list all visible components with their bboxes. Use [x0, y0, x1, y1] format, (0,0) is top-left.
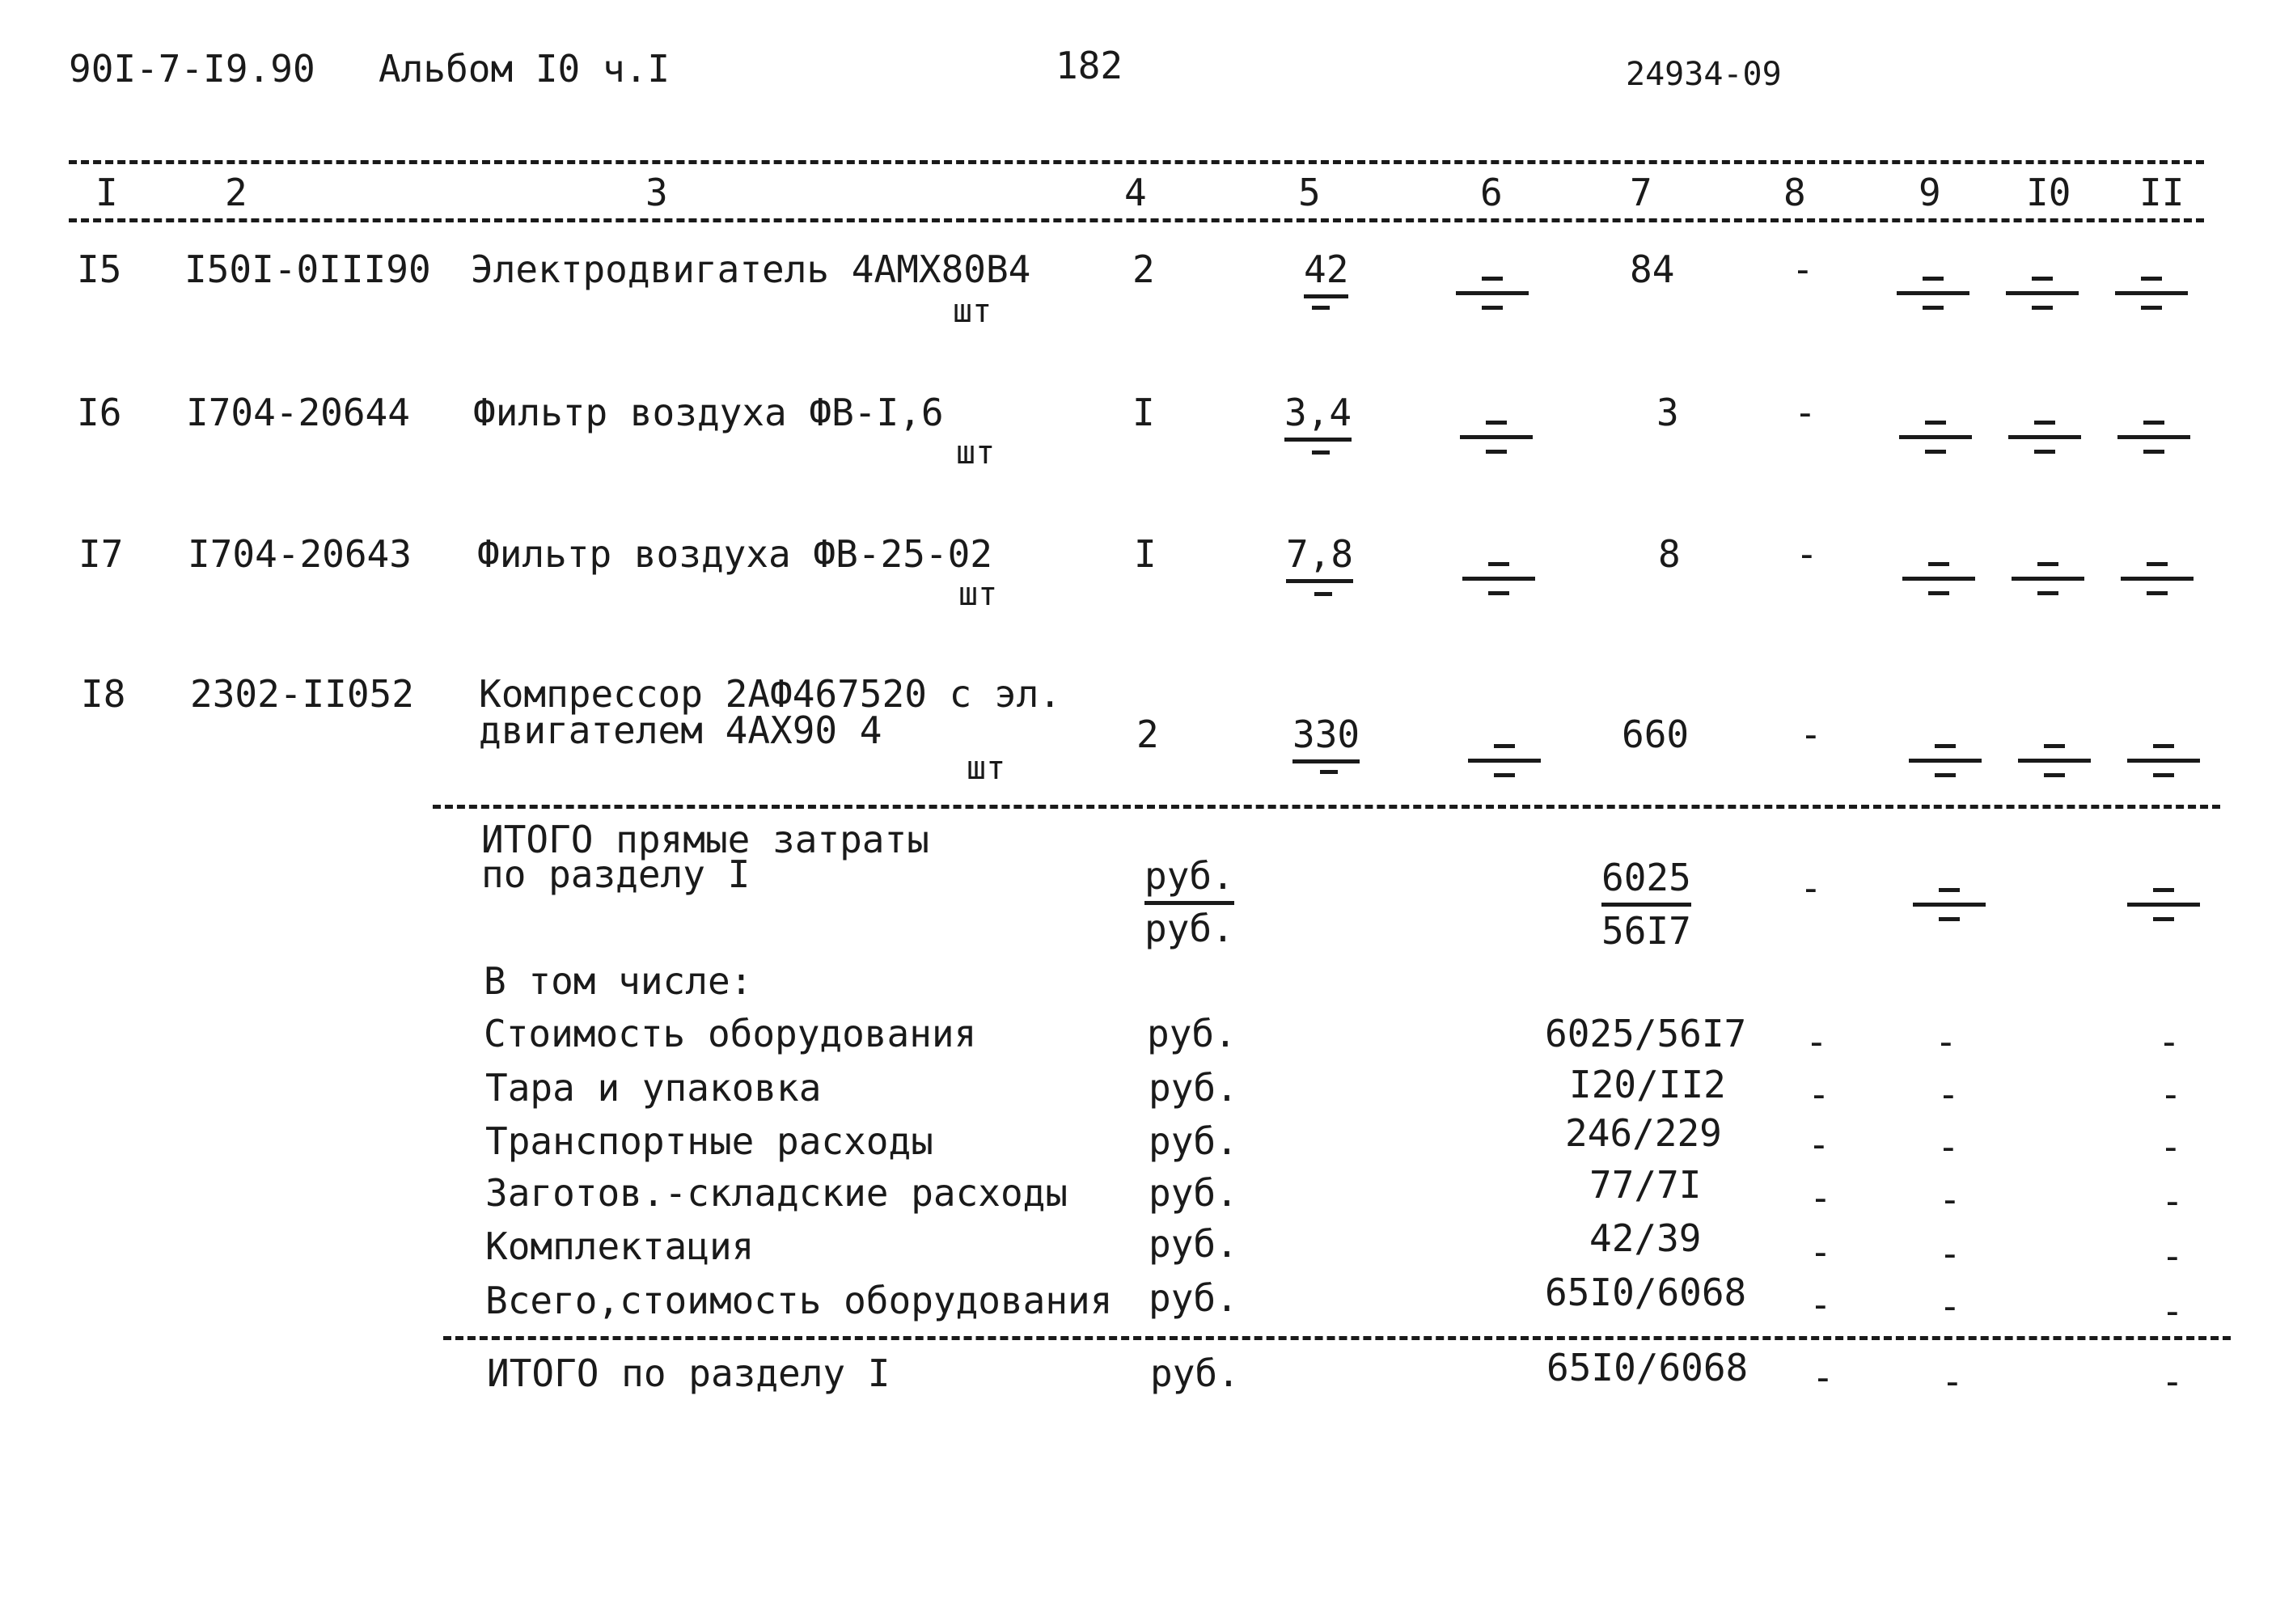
breakdown-col8: -	[1809, 1176, 1832, 1220]
total-top-rule	[443, 1336, 2231, 1340]
col9-mark	[1909, 728, 1982, 793]
col-header-10: I0	[2026, 171, 2071, 214]
breakdown-unit: руб.	[1149, 1222, 1238, 1266]
breakdown-col9: -	[1939, 1284, 1961, 1328]
row-name: Компрессор 2АФ467520 с эл.	[479, 672, 1062, 716]
row-name: Электродвигатель 4АМХ80В4	[471, 247, 1031, 291]
row-code: 2302-II052	[190, 672, 414, 716]
breakdown-label: Транспортные расходы	[485, 1119, 933, 1163]
direct-costs-unit-1-text: руб.	[1144, 854, 1234, 905]
col-header-4: 4	[1124, 171, 1147, 214]
breakdown-col11: -	[2161, 1179, 2184, 1223]
total-col8: -	[1812, 1355, 1834, 1399]
row-price	[1286, 532, 1354, 576]
row-unit: шт	[967, 750, 1006, 787]
breakdown-col8: -	[1808, 1072, 1830, 1116]
col9-mark	[1897, 260, 1969, 325]
price-minus-mark	[1314, 592, 1332, 596]
col11-mark	[2121, 546, 2194, 611]
doc-code: 90I-7-I9.90	[69, 47, 315, 91]
breakdown-value: 246/229	[1565, 1111, 1722, 1155]
row-unit: шт	[956, 434, 996, 472]
col-header-7: 7	[1630, 171, 1652, 214]
breakdown-col8: -	[1805, 1020, 1828, 1064]
row-total: 8	[1658, 532, 1681, 576]
total-col11: -	[2161, 1360, 2184, 1403]
rows-end-rule	[433, 805, 2220, 809]
row-number: I6	[77, 391, 122, 434]
col10-mark	[2018, 728, 2091, 793]
page-number: 182	[1056, 44, 1123, 87]
breakdown-label: Стоимость оборудования	[484, 1012, 977, 1055]
row-col8: -	[1792, 247, 1814, 291]
header-top-rule	[69, 160, 2204, 164]
row-price-value: 7,8	[1286, 532, 1353, 583]
price-minus-mark	[1312, 306, 1330, 310]
row-qty: 2	[1136, 713, 1159, 756]
row-name: Фильтр воздуха ФВ-I,6	[473, 391, 944, 434]
col-header-5: 5	[1298, 171, 1321, 214]
row-qty: 2	[1132, 247, 1155, 291]
row-price	[1304, 247, 1349, 291]
breakdown-col11: -	[2160, 1072, 2182, 1116]
breakdown-label: Всего,стоимость оборудования	[485, 1279, 1113, 1322]
breakdown-title: В том числе:	[484, 959, 753, 1003]
breakdown-unit: руб.	[1149, 1276, 1238, 1320]
album-label: Альбом I0 ч.I	[379, 47, 671, 91]
direct-costs-col9-mark	[1913, 872, 1986, 937]
row-price-value: 3,4	[1284, 391, 1352, 442]
row-price	[1284, 391, 1352, 434]
row-unit: шт	[958, 576, 998, 613]
breakdown-unit: руб.	[1149, 1066, 1238, 1110]
direct-costs-unit-2: руб.	[1144, 907, 1234, 950]
row-code: I704-20644	[186, 391, 410, 434]
col11-mark	[2117, 404, 2190, 469]
breakdown-col9: -	[1935, 1020, 1957, 1064]
row-total: 84	[1630, 247, 1675, 291]
row-price	[1292, 713, 1360, 756]
row-qty: I	[1134, 532, 1157, 576]
breakdown-value: 65I0/6068	[1545, 1271, 1747, 1314]
breakdown-col11: -	[2161, 1234, 2184, 1278]
col10-mark	[2012, 546, 2084, 611]
row-code: I704-20643	[188, 532, 412, 576]
breakdown-value: 42/39	[1589, 1216, 1702, 1260]
col-header-3: 3	[645, 171, 668, 214]
col9-mark	[1899, 404, 1972, 469]
breakdown-unit: руб.	[1149, 1171, 1238, 1215]
breakdown-col9: -	[1937, 1072, 1960, 1116]
row-price-value: 42	[1304, 247, 1348, 298]
col-header-8: 8	[1783, 171, 1806, 214]
total-col9: -	[1941, 1360, 1964, 1403]
breakdown-col8: -	[1809, 1230, 1832, 1274]
col10-mark	[2006, 260, 2079, 325]
breakdown-col9: -	[1939, 1178, 1961, 1221]
col6-mark	[1456, 260, 1529, 325]
row-code: I50I-0III90	[184, 247, 431, 291]
breakdown-col8: -	[1809, 1283, 1832, 1326]
col-header-6: 6	[1480, 171, 1503, 214]
direct-costs-col8: -	[1800, 866, 1822, 910]
row-total: 3	[1656, 391, 1679, 434]
row-name-line2: двигателем 4АХ90 4	[479, 708, 882, 752]
header-bottom-rule	[69, 218, 2204, 222]
col6-mark	[1460, 404, 1533, 469]
breakdown-col11: -	[2160, 1125, 2182, 1169]
row-name: Фильтр воздуха ФВ-25-02	[477, 532, 992, 576]
breakdown-value: 77/7I	[1589, 1163, 1702, 1207]
breakdown-label: Заготов.-складские расходы	[485, 1171, 1068, 1215]
price-minus-mark	[1320, 770, 1338, 774]
row-number: I8	[81, 672, 126, 716]
row-col8: -	[1794, 391, 1817, 434]
breakdown-unit: руб.	[1149, 1119, 1238, 1163]
stamp-number: 24934-09	[1626, 56, 1782, 93]
col10-mark	[2008, 404, 2081, 469]
total-unit: руб.	[1150, 1351, 1240, 1395]
direct-costs-unit-1	[1144, 854, 1234, 898]
row-unit: шт	[953, 293, 992, 330]
direct-costs-value-2: 56I7	[1601, 909, 1691, 953]
row-number: I7	[78, 532, 124, 576]
breakdown-value: 6025/56I7	[1545, 1012, 1747, 1055]
row-qty: I	[1132, 391, 1155, 434]
price-minus-mark	[1312, 450, 1330, 455]
col9-mark	[1902, 546, 1975, 611]
breakdown-col11: -	[2158, 1020, 2181, 1064]
breakdown-col9: -	[1939, 1232, 1961, 1275]
direct-costs-col11-mark	[2127, 872, 2200, 937]
row-col8: -	[1796, 532, 1818, 576]
row-number: I5	[77, 247, 122, 291]
breakdown-value: I20/II2	[1569, 1063, 1726, 1106]
breakdown-label: Тара и упаковка	[485, 1066, 822, 1110]
breakdown-unit: руб.	[1147, 1012, 1237, 1055]
col-header-1: I	[95, 171, 118, 214]
breakdown-col9: -	[1937, 1125, 1960, 1169]
row-total: 660	[1622, 713, 1690, 756]
col-header-11: II	[2139, 171, 2185, 214]
col11-mark	[2115, 260, 2188, 325]
row-col8: -	[1800, 713, 1822, 756]
col-header-2: 2	[225, 171, 247, 214]
direct-costs-value-1-text: 6025	[1601, 856, 1691, 907]
col6-mark	[1468, 728, 1541, 793]
direct-costs-label-1: ИТОГО прямые затраты	[481, 818, 929, 861]
breakdown-label: Комплектация	[485, 1224, 755, 1268]
direct-costs-label-2: по разделу I	[481, 852, 751, 896]
total-value: 65I0/6068	[1546, 1346, 1749, 1389]
col6-mark	[1462, 546, 1535, 611]
total-label: ИТОГО по разделу I	[487, 1351, 891, 1395]
col11-mark	[2127, 728, 2200, 793]
breakdown-col11: -	[2161, 1289, 2184, 1333]
col-header-9: 9	[1919, 171, 1941, 214]
direct-costs-value-1	[1601, 856, 1691, 899]
row-price-value: 330	[1292, 713, 1360, 763]
breakdown-col8: -	[1808, 1123, 1830, 1166]
